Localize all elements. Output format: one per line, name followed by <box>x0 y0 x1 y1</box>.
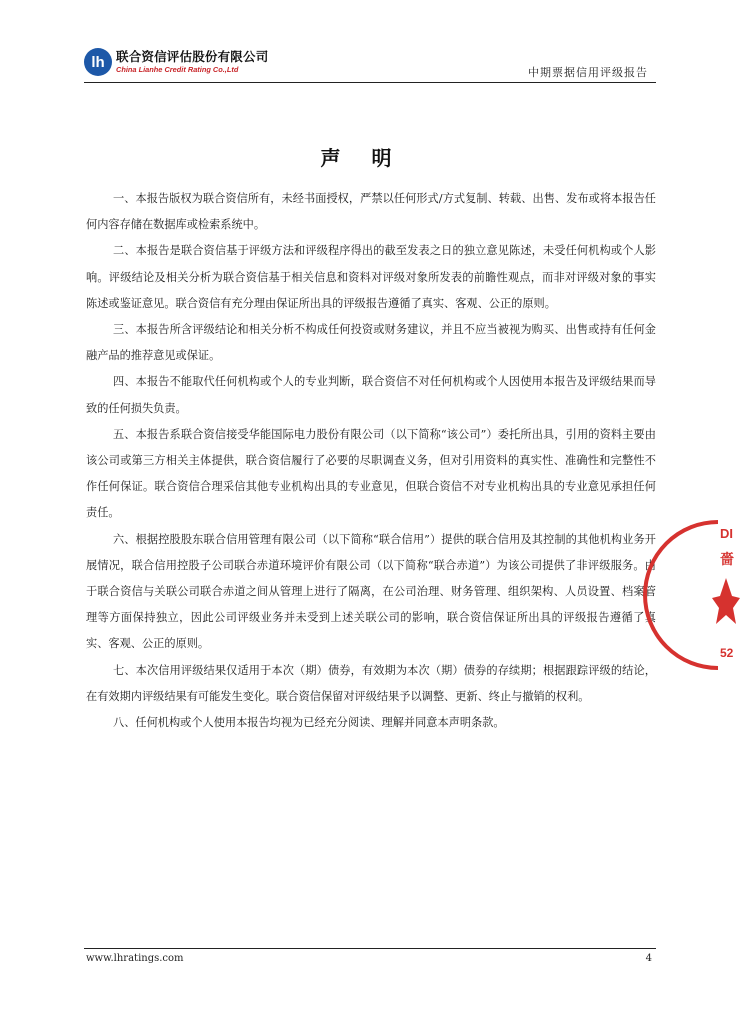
paragraph-3: 三、本报告所含评级结论和相关分析不构成任何投资或财务建议，并且不应当被视为购买、出售或持有任何金融产品的推荐意见或保证。 <box>86 323 656 363</box>
paragraph-4: 四、本报告不能取代任何机构或个人的专业判断，联合资信不对任何机构或个人因使用本报告及评级结果而导致的任何损失负责。 <box>86 375 656 415</box>
seal-stamp-icon <box>700 520 740 670</box>
paragraph-1: 一、本报告版权为联合资信所有，未经书面授权，严禁以任何形式/方式复制、转载、出售、发布或将本报告任何内容存储在数据库或检索系统中。 <box>86 192 656 232</box>
stamp-star <box>712 578 740 624</box>
footer-url: www.lhratings.com <box>86 953 184 964</box>
stamp-text-bottom: 52 <box>720 646 734 660</box>
company-name-cn: 联合资信评估股份有限公司 <box>116 49 269 65</box>
paragraph-2: 二、本报告是联合资信基于评级方法和评级程序得出的截至发表之日的独立意见陈述，未受任何机构或个人影响。评级结论及相关分析为联合资信基于相关信息和资料对评级对象所发表的前瞻性观点，而非对评级对象的事实陈述或鉴证意见。联合资信有充分理由保证所出具的评级报告遵循了真实、客观、公正的原则。 <box>86 244 656 310</box>
logo-text <box>116 51 268 73</box>
company-logo <box>84 48 268 76</box>
stamp-text-mid: 嗇 <box>720 552 734 568</box>
logo-mark-text: lh <box>91 53 105 71</box>
paragraph-8: 八、任何机构或个人使用本报告均视为已经充分阅读、理解并同意本声明条款。 <box>113 716 505 730</box>
paragraph-5: 五、本报告系联合资信接受华能国际电力股份有限公司（以下简称“该公司”）委托所出具，引用的资料主要由该公司或第三方相关主体提供，联合资信履行了必要的尽职调查义务，但对引用资料的真实性、准确性和完整性不作任何保证。联合资信合理采信其他专业机构出具的专业意见，但联合资信不对专业机构出具的专业意见承担任何责任。 <box>86 427 656 520</box>
header-divider <box>84 82 656 83</box>
page-title: 声 明 <box>320 146 404 170</box>
company-name-en: China Lianhe Credit Rating Co.,Ltd <box>116 64 239 74</box>
page-number: 4 <box>645 953 652 964</box>
report-type: 中期票据信用评级报告 <box>528 66 648 79</box>
footer-divider <box>84 948 656 949</box>
logo-mark-icon <box>84 48 112 76</box>
stamp-text-top: DI <box>720 526 733 541</box>
declaration-body <box>86 186 656 736</box>
paragraph-6: 六、根据控股股东联合信用管理有限公司（以下简称“联合信用”）提供的联合信用及其控制的其他机构业务开展情况，联合信用控股子公司联合赤道环境评价有限公司（以下简称“联合赤道”）为该公司提供了非评级服务。由于联合资信与关联公司联合赤道之间从管理上进行了隔离，在公司治理、财务管理、组织架构、人员设置、档案管理等方面保持独立，因此公司评级业务并未受到上述关联公司的影响，联合资信保证所出具的评级报告遵循了真实、客观、公正的原则。 <box>86 532 656 651</box>
paragraph-7: 七、本次信用评级结果仅适用于本次（期）债券，有效期为本次（期）债券的存续期；根据跟踪评级的结论，在有效期内评级结果有可能发生变化。联合资信保留对评级结果予以调整、更新、终止与撤销的权利。 <box>86 663 656 703</box>
